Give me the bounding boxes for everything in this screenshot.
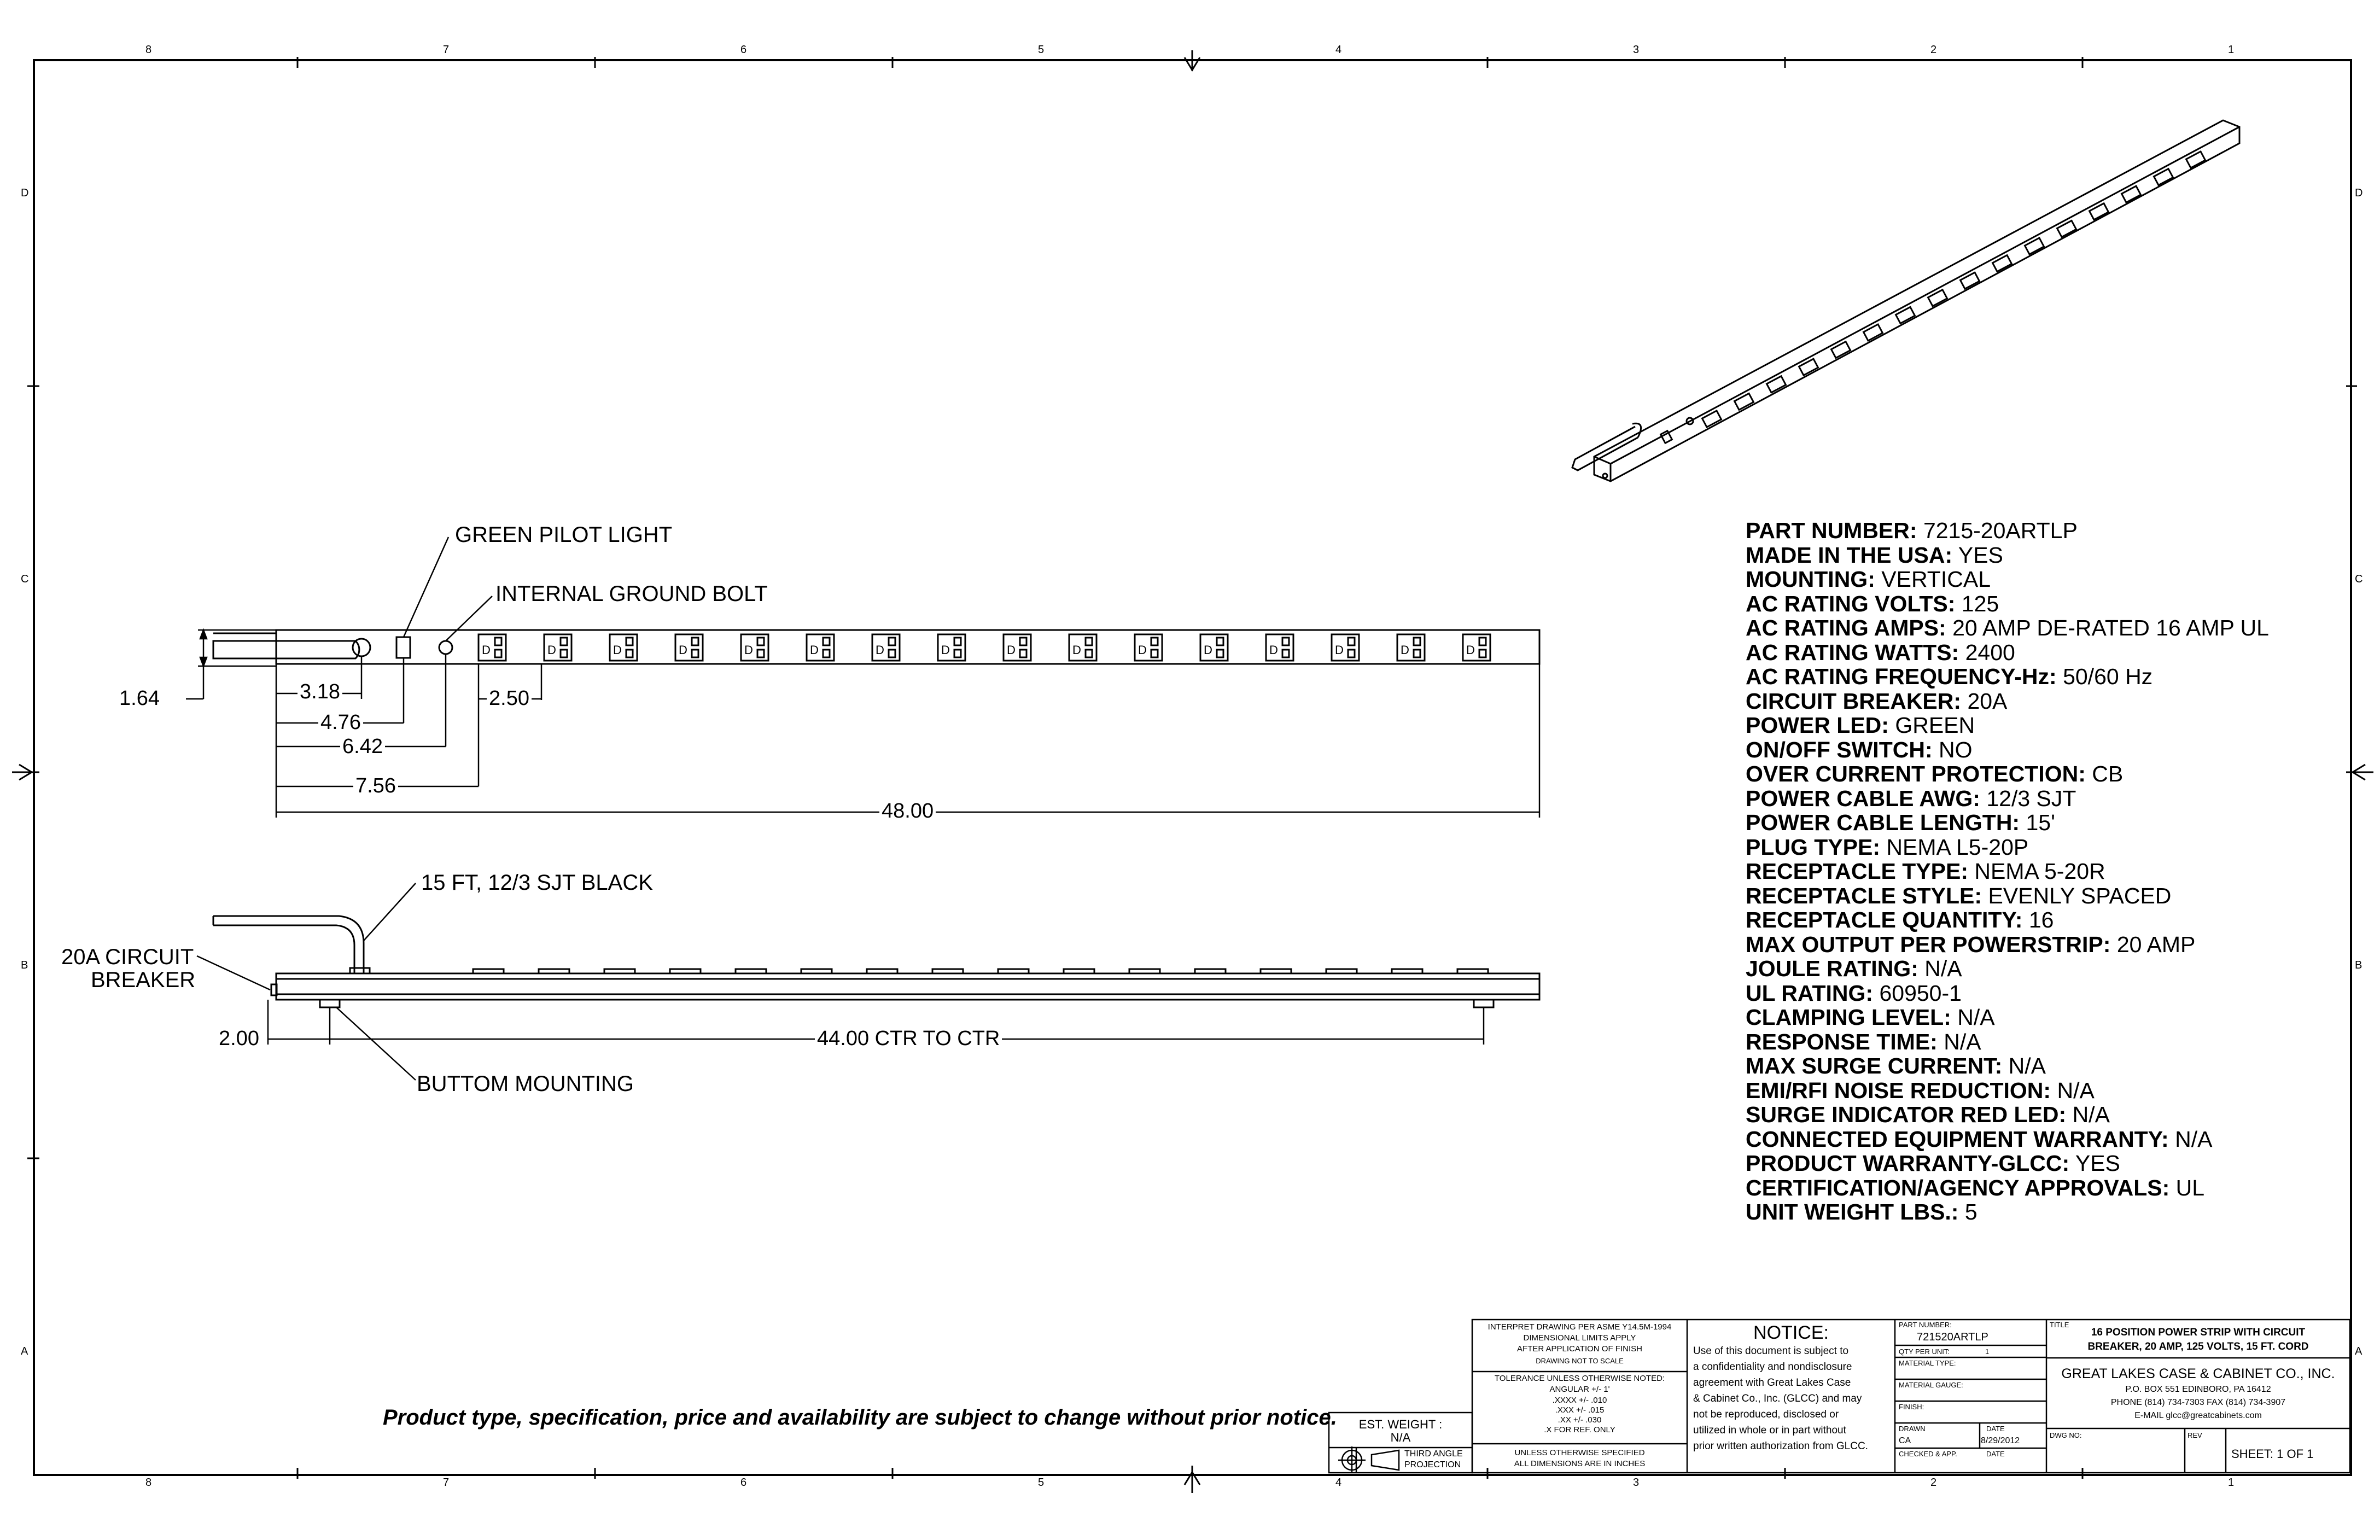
drawn-by: CA	[1899, 1436, 1911, 1445]
spec-key: CIRCUIT BREAKER:	[1746, 688, 1962, 714]
third-angle-1: THIRD ANGLE	[1404, 1449, 1463, 1459]
isometric-view	[1572, 120, 2239, 481]
receptacle-glyph: D	[1204, 643, 1212, 657]
dim-4400: 44.00 CTR TO CTR	[815, 1028, 1002, 1049]
zone-row-label: B	[21, 959, 28, 971]
spec-value: 20A	[1961, 688, 2008, 714]
qty-value: 1	[1985, 1348, 1990, 1356]
spec-row	[1746, 1078, 2358, 1103]
drawn-label: DRAWN	[1899, 1425, 1926, 1433]
spec-key: MOUNTING:	[1746, 567, 1875, 592]
zone-column-label: 1	[2228, 1477, 2235, 1489]
spec-key: PLUG TYPE:	[1746, 834, 1881, 860]
zone-column-label: 5	[1038, 1477, 1045, 1489]
spec-value: NO	[1932, 737, 1973, 762]
zone-row-label: D	[2355, 187, 2363, 199]
receptacle-side	[670, 969, 701, 973]
spec-key: CONNECTED EQUIPMENT WARRANTY:	[1746, 1126, 2169, 1152]
receptacle-side	[1392, 969, 1422, 973]
company-phone: PHONE (814) 734-7303 FAX (814) 734-3907	[2110, 1398, 2286, 1407]
spec-row	[1746, 640, 2358, 665]
date-label: DATE	[1986, 1425, 2005, 1433]
spec-key: POWER LED:	[1746, 713, 1889, 738]
spec-key: POWER CABLE AWG:	[1746, 785, 1980, 811]
disclaimer: Product type, specification, price and availability are subject to change without prior notice.	[383, 1405, 1337, 1430]
spec-value: 2400	[1959, 639, 2015, 665]
dim-4800: 48.00	[879, 801, 936, 821]
spec-value: 50/60 Hz	[2056, 664, 2153, 689]
tolerance-5: .XX +/- .030	[1558, 1415, 1602, 1425]
zone-row-label: C	[21, 573, 29, 585]
company-email: E-MAIL glcc@greatcabinets.com	[2134, 1411, 2262, 1420]
spec-key: AC RATING AMPS:	[1746, 615, 1946, 640]
spec-row	[1746, 738, 2358, 762]
spec-key: JOULE RATING:	[1746, 956, 1918, 981]
spec-key: AC RATING FREQUENCY-Hz:	[1746, 664, 2057, 689]
notice-4: & Cabinet Co., Inc. (GLCC) and may	[1693, 1393, 1862, 1404]
receptacle-side	[867, 969, 897, 973]
zone-row-label: A	[2355, 1345, 2362, 1357]
spec-value: N/A	[2051, 1077, 2095, 1103]
zone-row-label: A	[21, 1345, 28, 1357]
spec-row	[1746, 1005, 2358, 1030]
drawn-date: 8/29/2012	[1981, 1436, 2020, 1445]
receptacle-glyph: D	[941, 643, 950, 657]
receptacle-glyph: D	[1401, 643, 1409, 657]
spec-key: UL RATING:	[1746, 980, 1874, 1006]
dim-height: 1.64	[117, 688, 162, 709]
receptacle-side	[539, 969, 569, 973]
receptacle-side	[1326, 969, 1357, 973]
zone-column-label: 3	[1633, 1477, 1640, 1489]
spec-row	[1746, 1102, 2358, 1127]
zone-column-label: 7	[443, 1477, 450, 1489]
est-weight-value: N/A	[1390, 1431, 1411, 1444]
spec-value: 16	[2022, 907, 2054, 932]
receptacle-glyph: D	[482, 643, 491, 657]
spec-value: 15'	[2020, 810, 2055, 835]
spec-list	[1746, 518, 2358, 1224]
spec-value: N/A	[2066, 1102, 2110, 1127]
company-address: P.O. BOX 551 EDINBORO, PA 16412	[2125, 1385, 2271, 1394]
spec-value: GREEN	[1888, 713, 1975, 738]
spec-key: MAX OUTPUT PER POWERSTRIP:	[1746, 931, 2111, 957]
receptacle-side	[1064, 969, 1094, 973]
spec-row	[1746, 518, 2358, 543]
spec-value: YES	[1952, 542, 2003, 568]
receptacle-side	[801, 969, 832, 973]
spec-value: 20 AMP	[2110, 931, 2196, 957]
zone-column-label: 4	[1335, 44, 1342, 56]
spec-value: 60950-1	[1873, 980, 1962, 1006]
green-pilot-light-callout: GREEN PILOT LIGHT	[455, 523, 673, 547]
receptacle-glyph: D	[679, 643, 687, 657]
spec-row	[1746, 592, 2358, 616]
tolerance-4: .XXX +/- .015	[1555, 1405, 1605, 1415]
spec-value: VERTICAL	[1875, 567, 1991, 592]
notice-2: a confidentiality and nondisclosure	[1693, 1361, 1852, 1373]
spec-row	[1746, 689, 2358, 714]
dim-318: 3.18	[298, 681, 342, 702]
receptacle-side	[473, 969, 504, 973]
zone-column-label: 6	[740, 44, 747, 56]
spec-row	[1746, 810, 2358, 835]
circuit-breaker-callout-line2: BREAKER	[91, 968, 196, 992]
tolerance-3: .XXXX +/- .010	[1552, 1396, 1607, 1405]
spec-key: MAX SURGE CURRENT:	[1746, 1053, 2003, 1078]
spec-row	[1746, 859, 2358, 884]
spec-value: EVENLY SPACED	[1982, 883, 2172, 908]
not-to-scale: DRAWING NOT TO SCALE	[1536, 1357, 1624, 1365]
spec-key: RESPONSE TIME:	[1746, 1029, 1938, 1054]
zone-column-label: 3	[1633, 44, 1640, 56]
spec-row	[1746, 908, 2358, 932]
zone-column-label: 7	[443, 44, 450, 56]
zone-column-label: 4	[1335, 1477, 1342, 1489]
spec-value: 20 AMP DE-RATED 16 AMP UL	[1946, 615, 2269, 640]
zone-column-label: 6	[740, 1477, 747, 1489]
spec-row	[1746, 1200, 2358, 1224]
tolerance-6: .X FOR REF. ONLY	[1544, 1425, 1615, 1434]
spec-value: NEMA 5-20R	[1968, 859, 2105, 884]
spec-value: 125	[1955, 591, 1999, 616]
receptacle-glyph: D	[1335, 643, 1344, 657]
spec-value: 12/3 SJT	[1980, 785, 2076, 811]
spec-key: SURGE INDICATOR RED LED:	[1746, 1102, 2067, 1127]
receptacle-side	[1195, 969, 1226, 973]
receptacle-side	[998, 969, 1029, 973]
interpret-3: AFTER APPLICATION OF FINISH	[1517, 1344, 1642, 1354]
receptacle-side	[1457, 969, 1488, 973]
receptacle-glyph: D	[1072, 643, 1081, 657]
spec-row	[1746, 1127, 2358, 1152]
receptacle-glyph: D	[1269, 643, 1278, 657]
checked-date-label: DATE	[1986, 1450, 2005, 1458]
receptacle-glyph: D	[1466, 643, 1475, 657]
part-number-label: PART NUMBER:	[1899, 1321, 1952, 1329]
receptacle-glyph: D	[547, 643, 556, 657]
third-angle-2: PROJECTION	[1404, 1460, 1461, 1469]
spec-value: N/A	[1918, 956, 1962, 981]
unless-1: UNLESS OTHERWISE SPECIFIED	[1514, 1448, 1645, 1457]
internal-ground-bolt-callout: INTERNAL GROUND BOLT	[495, 582, 768, 606]
spec-row	[1746, 1151, 2358, 1176]
zone-column-label: 8	[145, 44, 152, 56]
spec-key: POWER CABLE LENGTH:	[1746, 810, 2020, 835]
est-weight-label: EST. WEIGHT :	[1358, 1418, 1443, 1431]
spec-row	[1746, 567, 2358, 592]
dim-756: 7.56	[353, 775, 398, 796]
spec-row	[1746, 762, 2358, 786]
receptacle-glyph: D	[876, 643, 884, 657]
spec-value: 5	[1958, 1199, 1978, 1224]
spec-row	[1746, 835, 2358, 860]
interpret-2: DIMENSIONAL LIMITS APPLY	[1523, 1333, 1636, 1343]
checked-label: CHECKED & APP.	[1899, 1450, 1957, 1458]
spec-key: ON/OFF SWITCH:	[1746, 737, 1933, 762]
spec-key: PART NUMBER:	[1746, 518, 1917, 543]
receptacle-glyph: D	[744, 643, 753, 657]
receptacle-glyph: D	[613, 643, 622, 657]
notice-7: prior written authorization from GLCC.	[1693, 1440, 1868, 1452]
dim-250: 2.50	[487, 688, 532, 709]
tolerance-2: ANGULAR +/- 1'	[1549, 1385, 1610, 1394]
spec-key: RECEPTACLE TYPE:	[1746, 859, 1968, 884]
spec-row	[1746, 1176, 2358, 1200]
interpret-1: INTERPRET DRAWING PER ASME Y14.5M-1994	[1488, 1322, 1672, 1332]
receptacle-glyph: D	[1138, 643, 1147, 657]
spec-key: EMI/RFI NOISE REDUCTION:	[1746, 1077, 2051, 1103]
spec-value: UL	[2169, 1175, 2205, 1200]
unless-2: ALL DIMENSIONS ARE IN INCHES	[1514, 1459, 1646, 1468]
notice-1: Use of this document is subject to	[1693, 1345, 1849, 1357]
spec-row	[1746, 664, 2358, 689]
notice-title: NOTICE:	[1753, 1322, 1829, 1343]
zone-column-label: 1	[2228, 44, 2235, 56]
dim-642: 6.42	[340, 736, 385, 757]
zone-column-label: 5	[1038, 44, 1045, 56]
spec-row	[1746, 1030, 2358, 1054]
notice-5: not be reproduced, disclosed or	[1693, 1409, 1839, 1420]
top-view	[213, 630, 1539, 664]
spec-key: MADE IN THE USA:	[1746, 542, 1953, 568]
spec-key: RECEPTACLE QUANTITY:	[1746, 907, 2023, 932]
dwg-no-label: DWG NO:	[2050, 1431, 2082, 1439]
spec-value: N/A	[2002, 1053, 2046, 1078]
sheet-number: SHEET: 1 OF 1	[2231, 1447, 2314, 1461]
material-gauge-label: MATERIAL GAUGE:	[1899, 1381, 1963, 1389]
finish-label: FINISH:	[1899, 1403, 1924, 1411]
spec-row	[1746, 543, 2358, 568]
spec-key: UNIT WEIGHT LBS.:	[1746, 1199, 1959, 1224]
zone-row-label: B	[2355, 959, 2362, 971]
notice-6: utilized in whole or in part without	[1693, 1425, 1846, 1436]
spec-key: CERTIFICATION/AGENCY APPROVALS:	[1746, 1175, 2170, 1200]
rev-label: REV	[2188, 1431, 2202, 1439]
receptacle-side	[1129, 969, 1160, 973]
spec-key: CLAMPING LEVEL:	[1746, 1005, 1951, 1030]
bottom-mounting-callout: BUTTOM MOUNTING	[417, 1072, 634, 1096]
spec-row	[1746, 786, 2358, 811]
spec-key: RECEPTACLE STYLE:	[1746, 883, 1982, 908]
receptacle-side	[736, 969, 766, 973]
spec-value: N/A	[1937, 1029, 1981, 1054]
circuit-breaker-callout-line1: 20A CIRCUIT	[61, 945, 194, 969]
spec-key: OVER CURRENT PROTECTION:	[1746, 761, 2086, 786]
zone-row-label: C	[2355, 573, 2363, 585]
zone-column-label: 2	[1930, 44, 1937, 56]
receptacle-side	[604, 969, 635, 973]
spec-row	[1746, 884, 2358, 908]
spec-value: CB	[2085, 761, 2124, 786]
dim-476: 4.76	[318, 712, 363, 733]
side-view	[213, 916, 1539, 1007]
spec-row	[1746, 981, 2358, 1006]
zone-column-label: 2	[1930, 1477, 1937, 1489]
spec-row	[1746, 1054, 2358, 1078]
material-type-label: MATERIAL TYPE:	[1899, 1359, 1956, 1367]
zone-row-label: D	[21, 187, 29, 199]
spec-row	[1746, 956, 2358, 981]
tolerance-1: TOLERANCE UNLESS OTHERWISE NOTED:	[1494, 1374, 1665, 1383]
dim-200: 2.00	[217, 1028, 261, 1049]
title-label: TITLE	[2050, 1321, 2069, 1329]
notice-3: agreement with Great Lakes Case	[1693, 1377, 1851, 1389]
spec-row	[1746, 932, 2358, 957]
qty-label: QTY PER UNIT:	[1899, 1348, 1950, 1356]
title-line-2: BREAKER, 20 AMP, 125 VOLTS, 15 FT. CORD	[2087, 1341, 2309, 1352]
cord-callout: 15 FT, 12/3 SJT BLACK	[421, 871, 653, 895]
receptacle-glyph: D	[1007, 643, 1016, 657]
receptacle-side	[932, 969, 963, 973]
title-line-1: 16 POSITION POWER STRIP WITH CIRCUIT	[2091, 1327, 2306, 1338]
zone-column-label: 8	[145, 1477, 152, 1489]
spec-key: PRODUCT WARRANTY-GLCC:	[1746, 1151, 2070, 1176]
part-number-value: 721520ARTLP	[1917, 1331, 1988, 1343]
spec-row	[1746, 713, 2358, 738]
spec-key: AC RATING VOLTS:	[1746, 591, 1956, 616]
spec-value: NEMA L5-20P	[1880, 834, 2029, 860]
spec-value: N/A	[1951, 1005, 1995, 1030]
spec-value: YES	[2069, 1151, 2120, 1176]
receptacle-glyph: D	[810, 643, 819, 657]
spec-key: AC RATING WATTS:	[1746, 639, 1959, 665]
spec-row	[1746, 616, 2358, 640]
receptacle-side	[1261, 969, 1291, 973]
spec-value: 7215-20ARTLP	[1917, 518, 2078, 543]
spec-value: N/A	[2168, 1126, 2213, 1152]
company-name: GREAT LAKES CASE & CABINET CO., INC.	[2061, 1366, 2335, 1381]
